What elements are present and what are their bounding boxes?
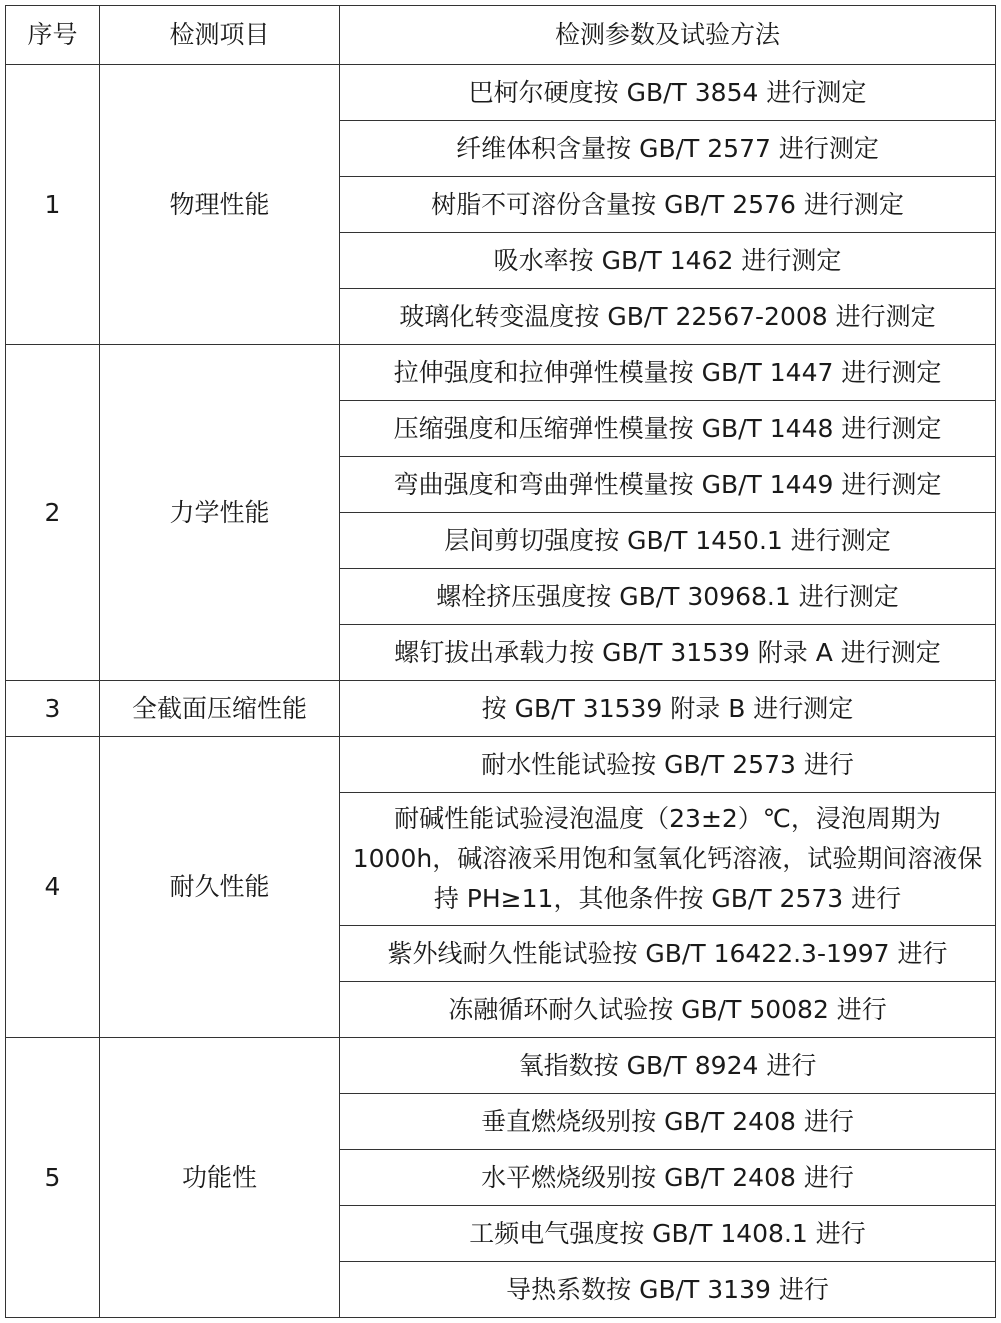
table-row [6, 65, 996, 121]
method-cell: 巴柯尔硬度按 GB/T 3854 进行测定 [340, 65, 996, 121]
group-no-cell: 4 [6, 737, 100, 1038]
method-cell: 耐碱性能试验浸泡温度（23±2）℃，浸泡周期为1000h，碱溶液采用饱和氢氧化钙溶液，试验期间溶液保持 PH≥11，其他条件按 GB/T 2573 进行 [340, 793, 996, 926]
group-item-cell: 物理性能 [100, 65, 340, 345]
method-cell: 垂直燃烧级别按 GB/T 2408 进行 [340, 1094, 996, 1150]
method-cell: 耐水性能试验按 GB/T 2573 进行 [340, 737, 996, 793]
method-cell: 螺钉拔出承载力按 GB/T 31539 附录 A 进行测定 [340, 625, 996, 681]
method-cell: 弯曲强度和弯曲弹性模量按 GB/T 1449 进行测定 [340, 457, 996, 513]
group-no-cell: 3 [6, 681, 100, 737]
group-item-cell: 功能性 [100, 1038, 340, 1318]
header-method: 检测参数及试验方法 [340, 6, 996, 65]
method-cell: 层间剪切强度按 GB/T 1450.1 进行测定 [340, 513, 996, 569]
method-cell: 氧指数按 GB/T 8924 进行 [340, 1038, 996, 1094]
table-header-row [6, 6, 996, 65]
method-cell: 吸水率按 GB/T 1462 进行测定 [340, 233, 996, 289]
header-item: 检测项目 [100, 6, 340, 65]
method-cell: 树脂不可溶份含量按 GB/T 2576 进行测定 [340, 177, 996, 233]
group-item-cell: 力学性能 [100, 345, 340, 681]
test-method-table [5, 5, 996, 1318]
table-row [6, 1038, 996, 1094]
method-cell: 螺栓挤压强度按 GB/T 30968.1 进行测定 [340, 569, 996, 625]
table-row [6, 345, 996, 401]
group-no-cell: 2 [6, 345, 100, 681]
method-cell: 玻璃化转变温度按 GB/T 22567-2008 进行测定 [340, 289, 996, 345]
method-cell: 纤维体积含量按 GB/T 2577 进行测定 [340, 121, 996, 177]
method-cell: 导热系数按 GB/T 3139 进行 [340, 1262, 996, 1318]
group-item-cell: 全截面压缩性能 [100, 681, 340, 737]
header-no: 序号 [6, 6, 100, 65]
method-cell: 拉伸强度和拉伸弹性模量按 GB/T 1447 进行测定 [340, 345, 996, 401]
method-cell: 冻融循环耐久试验按 GB/T 50082 进行 [340, 982, 996, 1038]
group-no-cell: 5 [6, 1038, 100, 1318]
group-item-cell: 耐久性能 [100, 737, 340, 1038]
method-cell: 压缩强度和压缩弹性模量按 GB/T 1448 进行测定 [340, 401, 996, 457]
method-cell: 按 GB/T 31539 附录 B 进行测定 [340, 681, 996, 737]
table-row [6, 737, 996, 793]
group-no-cell: 1 [6, 65, 100, 345]
method-cell: 水平燃烧级别按 GB/T 2408 进行 [340, 1150, 996, 1206]
method-cell: 紫外线耐久性能试验按 GB/T 16422.3-1997 进行 [340, 926, 996, 982]
table-row [6, 681, 996, 737]
method-cell: 工频电气强度按 GB/T 1408.1 进行 [340, 1206, 996, 1262]
